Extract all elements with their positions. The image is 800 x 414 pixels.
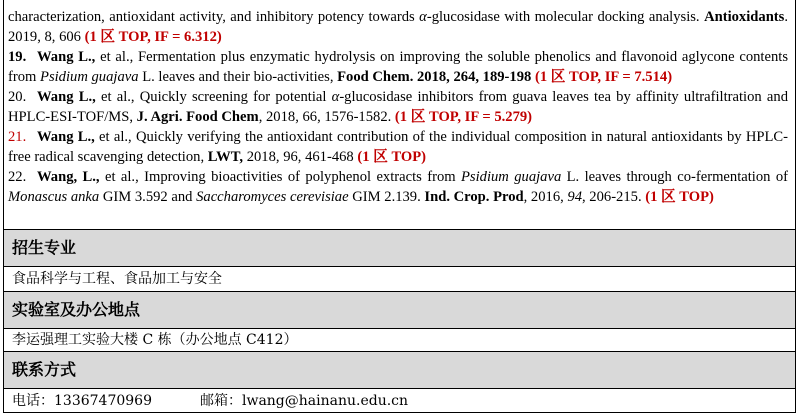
ref-text: L. leaves and their bio-activities, <box>138 69 338 85</box>
ref-tag: (1 区 TOP, IF = 6.312) <box>84 29 222 45</box>
ref-number: 20. <box>8 89 27 105</box>
ref-text: -glucosidase with molecular docking analysis. <box>426 9 700 25</box>
ref-text: α <box>331 89 340 105</box>
section-value-contact <box>4 389 795 413</box>
reference-21 <box>8 127 788 167</box>
email-address[interactable]: lwang@hainanu.edu.cn <box>241 393 409 409</box>
ref-tag: (1 区 TOP, IF = 5.279) <box>394 109 533 125</box>
reference-19 <box>8 47 788 87</box>
ref-text: et al., Fermentation plus enzymatic hydrolysis on improving the soluble phenolics and flavonoid aglycone contents from <box>8 49 788 85</box>
section-header-major <box>4 229 795 267</box>
reference-list <box>8 7 788 207</box>
reference-20 <box>8 87 788 127</box>
ref-journal: Antioxidants <box>704 9 785 25</box>
ref-text: -glucosidase inhibitors from guava leaves tea by affinity ultrafiltration and HPLC-ESI-TOF/MS, <box>8 89 788 125</box>
ref-volume: 94 <box>567 189 582 205</box>
ref-species: Saccharomyces cerevisiae <box>196 189 349 205</box>
ref-text: et al., Quickly verifying the antioxidant contribution of the individual composition in natural antioxidants by HPLC-free radical scavenging detection, <box>8 129 788 165</box>
ref-species: Psidium guajava <box>40 69 139 85</box>
ref-journal: Food Chem. 2018, 264, 189-198 <box>337 69 532 85</box>
ref-text: characterization, antioxidant activity, and inhibitory potency towards <box>8 9 420 25</box>
reference-22 <box>8 167 788 207</box>
ref-journal: Ind. Crop. Prod <box>424 189 524 205</box>
ref-author: Wang L., <box>37 49 96 65</box>
section-header-lab <box>4 291 795 329</box>
section-title: 联系方式 <box>12 360 77 379</box>
phone-number: 13367470969 <box>54 393 152 409</box>
lab-location: 李运强理工实验大楼 C 栋（办公地点 C412） <box>12 332 298 348</box>
ref-author: Wang, L., <box>37 169 100 185</box>
ref-number: 19. <box>8 49 27 65</box>
ref-text: GIM 3.592 and <box>99 189 197 205</box>
reference-18-continuation <box>8 7 788 47</box>
ref-details: , 2018, 66, 1576-1582. <box>258 109 395 125</box>
ref-details: , 206-215. <box>582 189 646 205</box>
ref-number: 21. <box>8 129 27 145</box>
ref-text: α <box>419 9 427 25</box>
ref-number: 22. <box>8 169 27 185</box>
ref-details: 2018, 96, 461-468 <box>243 149 358 165</box>
ref-text: et al., Quickly screening for potential <box>95 89 332 105</box>
ref-details: . 2019, 8, 606 <box>8 9 789 45</box>
email-label: 邮箱： <box>199 393 242 409</box>
ref-tag: (1 区 TOP) <box>357 149 427 165</box>
ref-text: L. leaves through co-fermentation of <box>561 169 788 185</box>
ref-journal: J. Agri. Food Chem <box>136 109 259 125</box>
section-title: 实验室及办公地点 <box>12 300 141 319</box>
ref-text: et al., Improving bioactivities of polyphenol extracts from <box>99 169 461 185</box>
major-list: 食品科学与工程、食品加工与安全 <box>12 271 222 287</box>
phone-label: 电话： <box>12 393 54 409</box>
ref-tag: (1 区 TOP) <box>645 189 714 205</box>
ref-journal: LWT, <box>207 149 244 165</box>
ref-species: Monascus anka <box>8 189 100 205</box>
ref-species: Psidium guajava <box>461 169 562 185</box>
ref-author: Wang L., <box>37 129 95 145</box>
section-title: 招生专业 <box>12 238 77 257</box>
section-value-lab <box>4 329 795 351</box>
ref-author: Wang L., <box>37 89 96 105</box>
ref-text: GIM 2.139. <box>348 189 425 205</box>
section-header-contact <box>4 351 795 389</box>
ref-tag: (1 区 TOP, IF = 7.514) <box>531 69 673 85</box>
section-value-major <box>4 267 795 291</box>
ref-details: , 2016, <box>523 189 568 205</box>
